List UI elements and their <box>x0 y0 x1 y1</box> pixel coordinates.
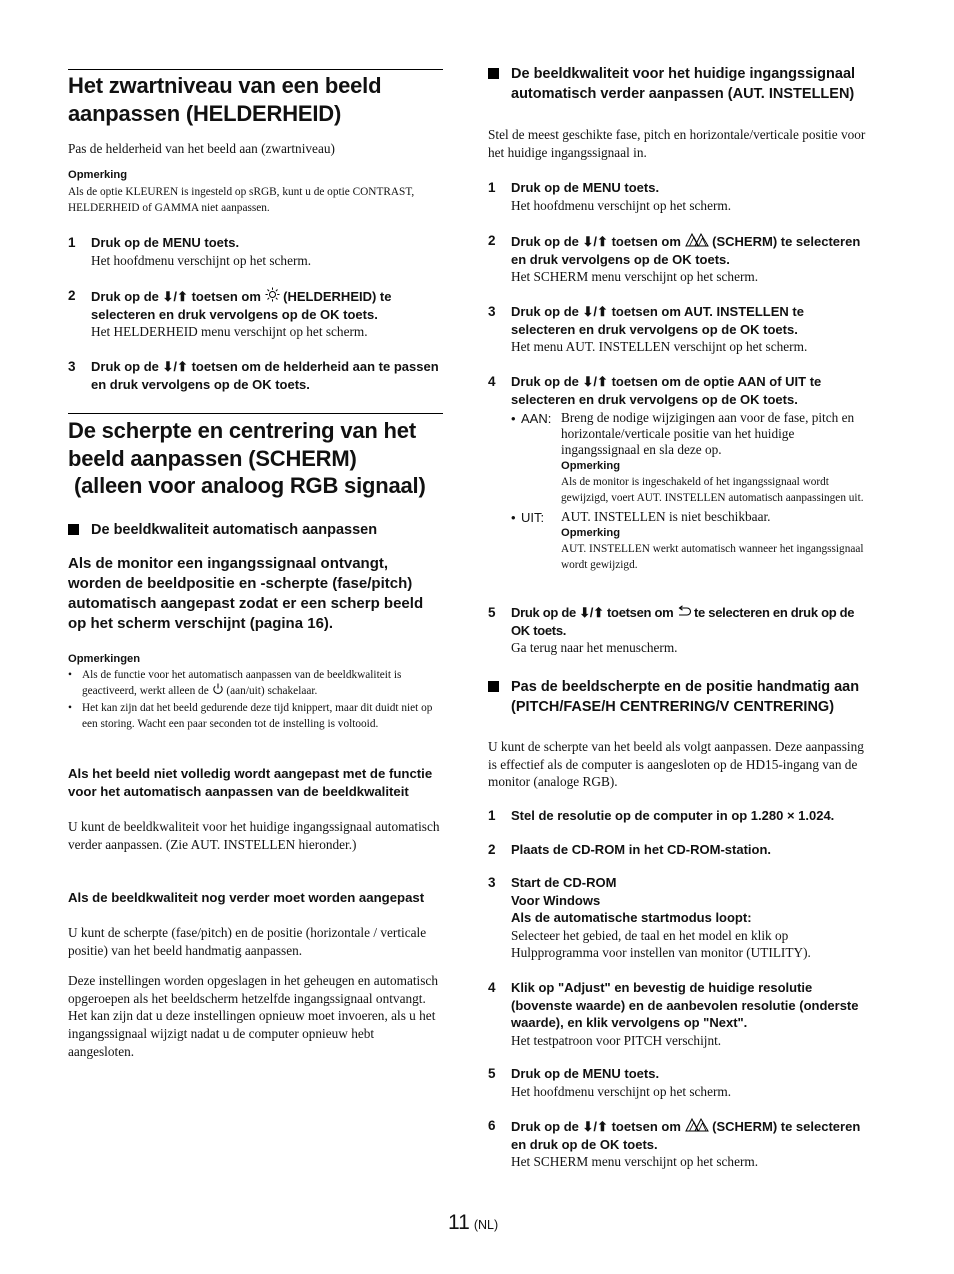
up-down-arrows-icon: ⬇/⬆ <box>582 1119 608 1134</box>
step-title: Stel de resolutie op de computer in op 1.280 × 1.024. <box>511 808 835 823</box>
step-number: 2 <box>488 842 496 857</box>
section-title-brightness: Het zwartniveau van een beeld aanpassen (HELDERHEID) <box>68 73 382 126</box>
manual-adjust-intro: U kunt de scherpte van het beeld als volgt aanpassen. Deze aanpassing is effectief als de computer is aangesloten op de HD15-ingang van de monitor (analoge RGB). <box>488 739 864 790</box>
note-text: AUT. INSTELLEN werkt automatisch wanneer het ingangssignaal wordt gewijzigd. <box>561 542 864 571</box>
notes-list <box>68 667 443 732</box>
option-text: Breng de nodige wijzigingen aan voor de fase, pitch en horizontale/verticale positie van het huidige ingangssignaal en sla deze op. <box>561 410 855 457</box>
power-icon <box>212 683 224 695</box>
step-number: 1 <box>488 180 496 195</box>
step-title: Druk op de ⬇/⬆ toetsen om AUT. INSTELLEN te selecteren en druk vervolgens op de OK toets. <box>511 304 804 337</box>
step-number: 2 <box>488 233 496 248</box>
subsection-manual-adjust <box>488 677 868 717</box>
page-number <box>448 1211 498 1235</box>
auto-step-3 <box>488 303 868 356</box>
step-number: 1 <box>68 235 76 250</box>
step-number: 5 <box>488 605 496 620</box>
step-title: Druk op de ⬇/⬆ toetsen om te selecteren en druk op de OK toets. <box>511 605 855 638</box>
up-down-arrows-icon: ⬇/⬆ <box>582 374 608 389</box>
option-off: • UIT: AUT. INSTELLEN is niet beschikbaar. Opmerking AUT. INSTELLEN werkt automatisch wanneer het ingangssignaal wordt gewijzigd. <box>511 509 868 574</box>
manual-step-5 <box>488 1065 868 1100</box>
option-label: AAN: <box>521 411 552 426</box>
step-title-pre: Druk op de <box>91 359 159 374</box>
square-bullet-icon <box>68 524 79 535</box>
more-adjust-text: U kunt de scherpte (fase/pitch) en de positie (horizontale / verticale positie) van het beeld handmatig aanpassen. <box>68 925 427 958</box>
square-bullet-icon <box>488 681 499 692</box>
step-desc: Het hoofdmenu verschijnt op het scherm. <box>91 252 312 268</box>
partial-adjust-heading: Als het beeld niet volledig wordt aangepast met de functie voor het automatisch aanpassen van de beeldkwaliteit <box>68 766 433 799</box>
up-down-arrows-icon: ⬇/⬆ <box>162 289 188 304</box>
partial-adjust-text: U kunt de beeldkwaliteit voor het huidige ingangssignaal automatisch verder aanpassen. (Zie AUT. INSTELLEN hieronder.) <box>68 819 440 852</box>
step-title-mid: toetsen om <box>191 289 261 304</box>
square-bullet-icon <box>488 68 499 79</box>
auto-step-5 <box>488 604 868 657</box>
option-label: UIT: <box>521 509 545 525</box>
title-line: beeld aanpassen (SCHERM) <box>68 445 357 471</box>
step-number: 3 <box>488 875 496 890</box>
step-title-post: (HELDERHEID) te selecteren en druk vervolgens op de OK toets. <box>91 289 392 322</box>
step-subtitle: Voor Windows <box>511 892 601 908</box>
note-item: • Als de functie voor het automatisch aanpassen van de beeldkwaliteit is geactiveerd, werkt alleen de (aan/uit) schakelaar. <box>68 669 402 698</box>
brightness-step-3 <box>68 358 443 393</box>
title-line: (alleen voor analoog RGB signaal) <box>74 473 426 498</box>
step-desc: Het SCHERM menu verschijnt op het scherm. <box>511 269 759 284</box>
step-title: Druk op de ⬇/⬆ toetsen om (SCHERM) te selecteren en druk vervolgens op de OK toets. <box>511 234 861 267</box>
subsection-title: Pas de beeldscherpte en de positie handmatig aan (PITCH/FASE/H CENTRERING/V CENTRERING) <box>511 679 860 715</box>
brightness-step-2 <box>68 287 443 341</box>
step-desc: Het testpatroon voor PITCH verschijnt. <box>511 1032 722 1048</box>
step-desc: Het hoofdmenu verschijnt op het scherm. <box>511 1083 732 1099</box>
step-number: 6 <box>488 1118 496 1133</box>
step-title-post: toetsen om de helderheid aan te passen en druk vervolgens op de OK toets. <box>91 359 439 392</box>
step-title: Druk op de MENU toets. <box>511 1066 660 1081</box>
step-desc: Het menu AUT. INSTELLEN verschijnt op het scherm. <box>511 339 808 354</box>
brightness-intro: Pas de helderheid van het beeld aan (zwartniveau) <box>68 141 335 156</box>
auto-adjust-lead: Als de monitor een ingangssignaal ontvangt, worden de beeldpositie en -scherpte (fase/pitch) automatisch aangepast zodat er een scherp beeld op het scherm verschijnt (pagina 16). <box>68 555 424 632</box>
notes-label: Opmerkingen <box>68 653 141 665</box>
save-info-text: Deze instellingen worden opgeslagen in het geheugen en automatisch opgeroepen als het beeldscherm hetzelfde ingangssignaal ontvangt. Het kan zijn dat u deze instellingen opnieuw moet invoeren, als u het ingangssignaal wijzigt nadat u de computer opnieuw hebt aangesloten. <box>68 973 438 1059</box>
note-text: Als de optie KLEUREN is ingesteld op sRGB, kunt u de optie CONTRAST, HELDERHEID of GAMMA niet aanpassen. <box>68 186 415 215</box>
step-number: 4 <box>488 374 496 389</box>
page-number-value: 11 <box>448 1211 470 1234</box>
step-title: Druk op de MENU toets. <box>91 235 240 250</box>
up-down-arrows-icon: ⬇/⬆ <box>162 359 188 374</box>
section-title-screen <box>68 417 443 500</box>
step-title: Plaats de CD-ROM in het CD-ROM-station. <box>511 842 772 857</box>
up-down-arrows-icon: ⬇/⬆ <box>582 234 608 249</box>
note-item: • Het kan zijn dat het beeld gedurende deze tijd knippert, maar dit duidt niet op een storing. Wacht een paar seconden tot de instelling is voltooid. <box>68 701 433 730</box>
step-title: Start de CD-ROM <box>511 875 617 890</box>
title-line: De scherpte en centrering van het <box>68 418 416 443</box>
auto-step-2 <box>488 232 868 286</box>
step-title <box>91 287 443 323</box>
step-number: 1 <box>488 808 496 823</box>
section-rule <box>68 69 443 70</box>
step-title-pre: Druk op de <box>91 289 159 304</box>
manual-step-6 <box>488 1117 868 1171</box>
screen-icon <box>685 232 709 247</box>
step-desc: Het HELDERHEID menu verschijnt op het scherm. <box>91 324 368 339</box>
step-desc: Selecteer het gebied, de taal en het model en klik op Hulpprogramma voor instellen van monitor (UTILITY). <box>511 927 811 961</box>
note-label: Opmerking <box>561 460 621 472</box>
step-number: 2 <box>68 288 76 303</box>
subsection-auto-adjust <box>68 520 443 540</box>
step-desc: Ga terug naar het menuscherm. <box>511 640 678 655</box>
subsection-title: De beeldkwaliteit automatisch aanpassen <box>91 522 378 538</box>
option-on: • AAN: Breng de nodige wijzigingen aan voor de fase, pitch en horizontale/verticale positie van het huidige ingangssignaal en sla deze op. Opmerking Als de monitor is ingeschakeld of het ingangssignaal wordt gewijzigd, voert AUT. INSTELLEN automatisch aanpassingen uit. <box>511 410 868 507</box>
step-number: 4 <box>488 980 496 995</box>
step-title: Klik op "Adjust" en bevestig de huidige resolutie (bovenste waarde) en de aanbevolen resolutie (onderste waarde), en klik vervolgens op "Next". <box>511 980 859 1030</box>
step-desc: Het SCHERM menu verschijnt op het scherm. <box>511 1154 759 1169</box>
manual-step-3 <box>488 874 868 962</box>
step-desc: Het hoofdmenu verschijnt op het scherm. <box>511 197 732 213</box>
subsection-title: De beeldkwaliteit voor het huidige ingangssignaal automatisch verder aanpassen (AUT. INSTELLEN) <box>511 66 856 102</box>
step-title <box>91 358 443 393</box>
step-subtitle: Als de automatische startmodus loopt: <box>511 910 752 925</box>
step-title: Druk op de MENU toets. <box>511 180 660 195</box>
option-text: AUT. INSTELLEN is niet beschikbaar. <box>561 508 771 524</box>
brightness-icon <box>265 287 280 302</box>
up-down-arrows-icon: ⬇/⬆ <box>582 304 608 319</box>
step-title: Druk op de ⬇/⬆ toetsen om (SCHERM) te selecteren en druk op de OK toets. <box>511 1119 861 1152</box>
note-label: Opmerking <box>68 169 128 181</box>
brightness-step-1 <box>68 234 443 269</box>
step-number: 3 <box>68 359 76 374</box>
note-label: Opmerking <box>561 526 621 539</box>
subsection-auto-setup <box>488 64 868 104</box>
auto-step-1 <box>488 179 868 214</box>
step-title: Druk op de ⬇/⬆ toetsen om de optie AAN of UIT te selecteren en druk vervolgens op de OK toets. <box>511 374 822 407</box>
section-rule <box>68 413 443 414</box>
auto-step-4 <box>488 373 868 573</box>
manual-step-1 <box>488 807 868 825</box>
screen-icon <box>685 1117 709 1132</box>
return-icon <box>677 605 691 618</box>
auto-setup-intro: Stel de meest geschikte fase, pitch en horizontale/verticale positie voor het huidige ingangssignaal in. <box>488 127 866 160</box>
up-down-arrows-icon: ⬇/⬆ <box>579 605 604 620</box>
more-adjust-heading: Als de beeldkwaliteit nog verder moet worden aangepast <box>68 890 425 905</box>
manual-step-4 <box>488 979 868 1049</box>
page-language-suffix: (NL) <box>473 1218 499 1232</box>
note-text: Als de monitor is ingeschakeld of het ingangssignaal wordt gewijzigd, voert AUT. INSTELLEN automatisch aanpassingen uit. <box>561 476 864 505</box>
step-number: 3 <box>488 304 496 319</box>
manual-step-2 <box>488 841 868 859</box>
step-number: 5 <box>488 1066 496 1081</box>
